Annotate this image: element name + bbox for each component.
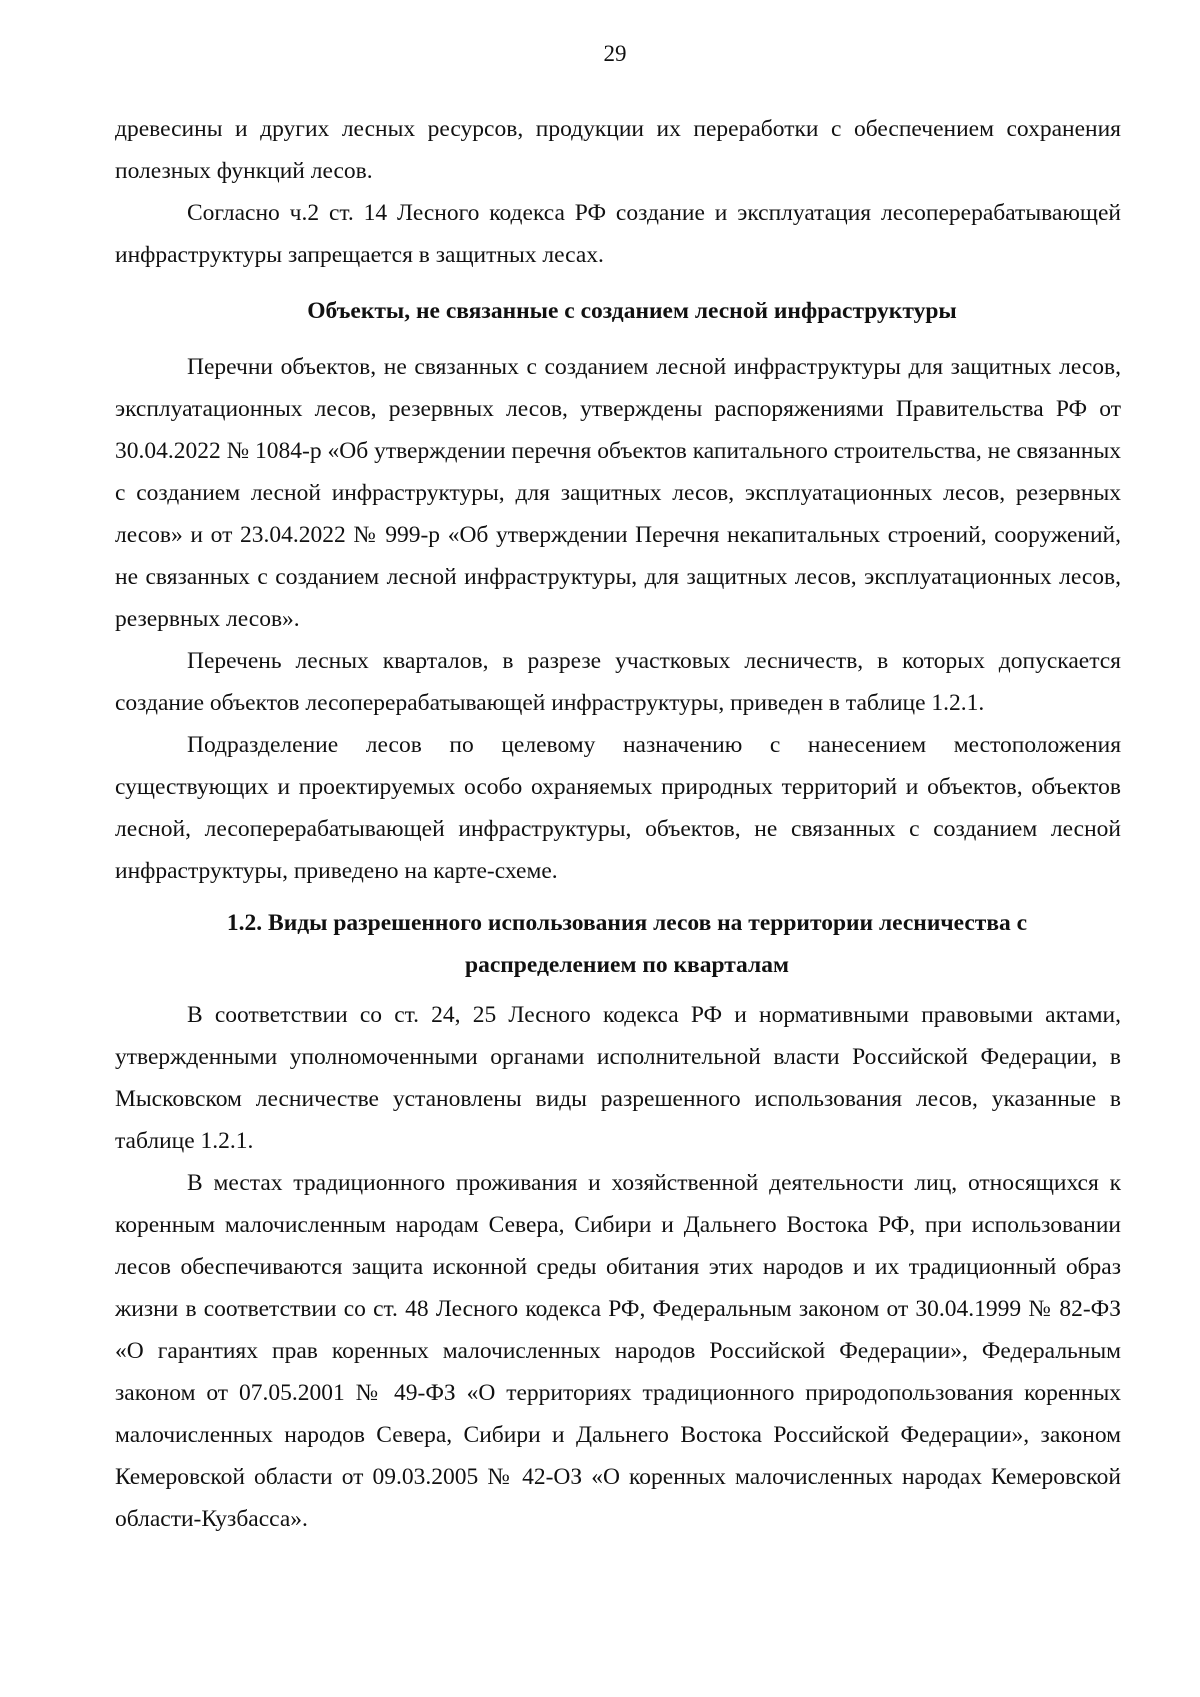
- paragraph-forest-quarters: Перечень лесных кварталов, в разрезе участковых лесничеств, в которых допускается создание объектов лесоперерабатывающей инфраструктуры, приведен в таблице 1.2.1.: [115, 648, 1121, 716]
- page-number: 29: [603, 41, 627, 66]
- section-heading-non-infrastructure-objects: Объекты, не связанные с созданием лесной инфраструктуры: [307, 298, 957, 324]
- paragraph-infrastructure-prohibition: Согласно ч.2 ст. 14 Лесного кодекса РФ создание и эксплуатация лесоперерабатывающей инфраструктуры запрещается в защитных лесах.: [115, 200, 1121, 268]
- chapter-heading-line-2: распределением по кварталам: [465, 952, 789, 978]
- paragraph-continuation: древесины и других лесных ресурсов, продукции их переработки с обеспечением сохранения полезных функций лесов.: [115, 116, 1121, 184]
- paragraph-object-lists: Перечни объектов, не связанных с созданием лесной инфраструктуры для защитных лесов, эксплуатационных лесов, резервных лесов, утверждены распоряжениями Правительства РФ от 30.04.2022 № 1084-р «Об утверждении перечня объектов капитального строительства, не связанных с созданием лесной инфраструктуры, для защитных лесов, эксплуатационных лесов, резервных лесов» и от 23.04.2022 № 999-р «Об утверждении Перечня некапитальных строений, сооружений, не связанных с созданием лесной инфраструктуры, для защитных лесов, эксплуатационных лесов, резервных лесов».: [115, 354, 1121, 632]
- paragraph-indigenous-peoples: В местах традиционного проживания и хозяйственной деятельности лиц, относящихся к коренным малочисленным народам Севера, Сибири и Дальнего Востока РФ, при использовании лесов обеспечиваются защита исконной среды обитания этих народов и их традиционный образ жизни в соответствии со ст. 48 Лесного кодекса РФ, Федеральным законом от 30.04.1999 № 82-ФЗ «О гарантиях прав коренных малочисленных народов Российской Федерации», Федеральным законом от 07.05.2001 № 49-ФЗ «О территориях традиционного природопользования коренных малочисленных народов Севера, Сибири и Дальнего Востока Российской Федерации», законом Кемеровской области от 09.03.2005 № 42-ОЗ «О коренных малочисленных народах Кемеровской области-Кузбасса».: [115, 1170, 1121, 1532]
- page-content: [115, 108, 1121, 1540]
- paragraph-permitted-uses: В соответствии со ст. 24, 25 Лесного кодекса РФ и нормативными правовыми актами, утвержденными уполномоченными органами исполнительной власти Российской Федерации, в Мысковском лесничестве установлены виды разрешенного использования лесов, указанные в таблице 1.2.1.: [115, 1002, 1121, 1154]
- paragraph-forest-subdivision: Подразделение лесов по целевому назначению с нанесением местоположения существующих и проектируемых особо охраняемых природных территорий и объектов, объектов лесной, лесоперерабатывающей инфраструктуры, объектов, не связанных с созданием лесной инфраструктуры, приведено на карте-схеме.: [115, 732, 1121, 884]
- chapter-heading-permitted-uses: [115, 902, 1121, 986]
- chapter-heading-line-1: 1.2. Виды разрешенного использования лесов на территории лесничества с: [226, 910, 1028, 936]
